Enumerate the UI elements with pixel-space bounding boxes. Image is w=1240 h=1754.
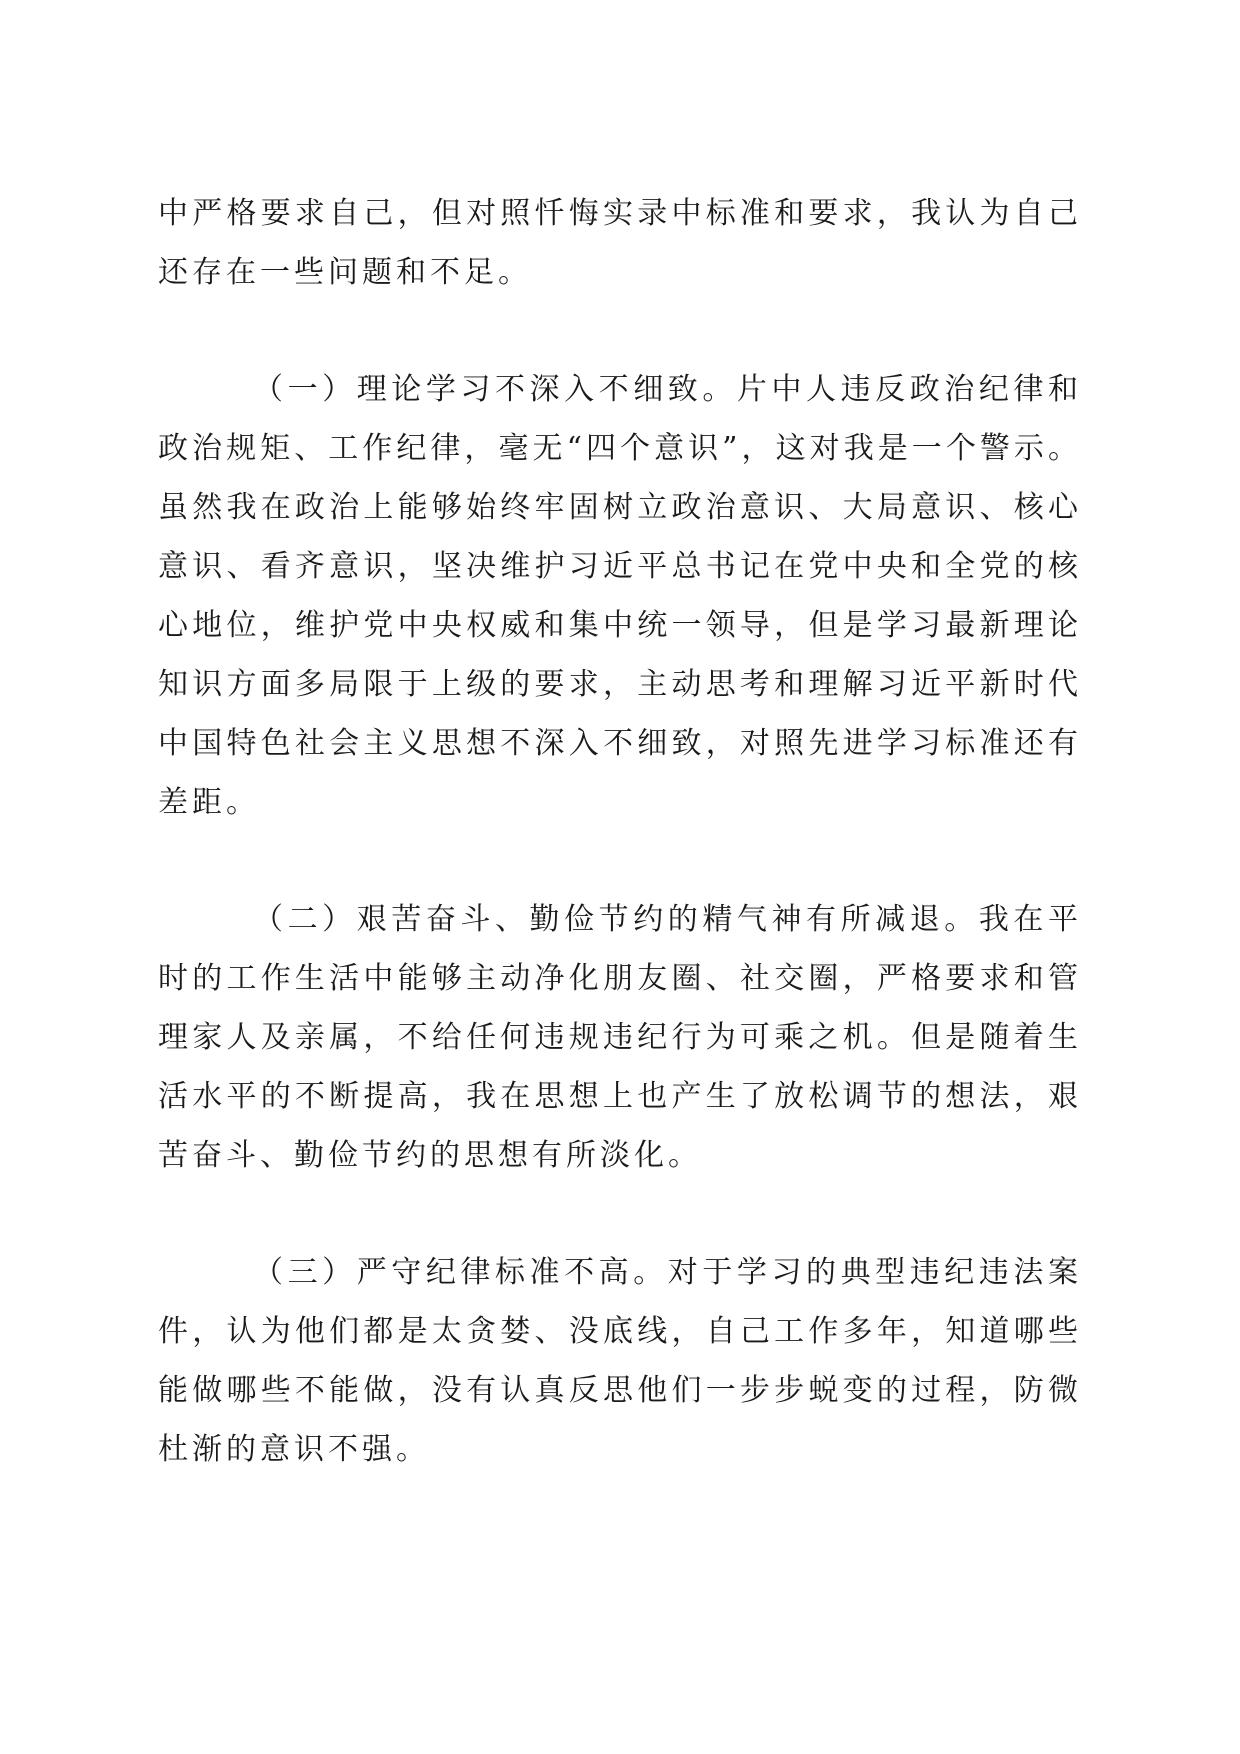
document-body <box>158 184 1082 1537</box>
paragraph-frugality: （二）艰苦奋斗、勤俭节约的精气神有所减退。我在平时的工作生活中能够主动净化朋友圈、社交圈，严格要求和管理家人及亲属，不给任何违规违纪行为可乘之机。但是随着生活水平的不断提高，我在思想上也产生了放松调节的想法，艰苦奋斗、勤俭节约的思想有所淡化。 <box>158 902 1082 1173</box>
paragraph-continuation: 中严格要求自己，但对照忏悔实录中标准和要求，我认为自己还存在一些问题和不足。 <box>158 196 1082 290</box>
paragraph-discipline: （三）严守纪律标准不高。对于学习的典型违纪违法案件，认为他们都是太贪婪、没底线，自己工作多年，知道哪些能做哪些不能做，没有认真反思他们一步步蜕变的过程，防微杜渐的意识不强。 <box>158 1255 1082 1467</box>
paragraph-theory-study: （一）理论学习不深入不细致。片中人违反政治纪律和政治规矩、工作纪律，毫无“四个意识”，这对我是一个警示。虽然我在政治上能够始终牢固树立政治意识、大局意识、核心意识、看齐意识，坚决维护习近平总书记在党中央和全党的核心地位，维护党中央权威和集中统一领导，但是学习最新理论知识方面多局限于上级的要求，主动思考和理解习近平新时代中国特色社会主义思想不深入不细致，对照先进学习标准还有差距。 <box>158 372 1082 820</box>
